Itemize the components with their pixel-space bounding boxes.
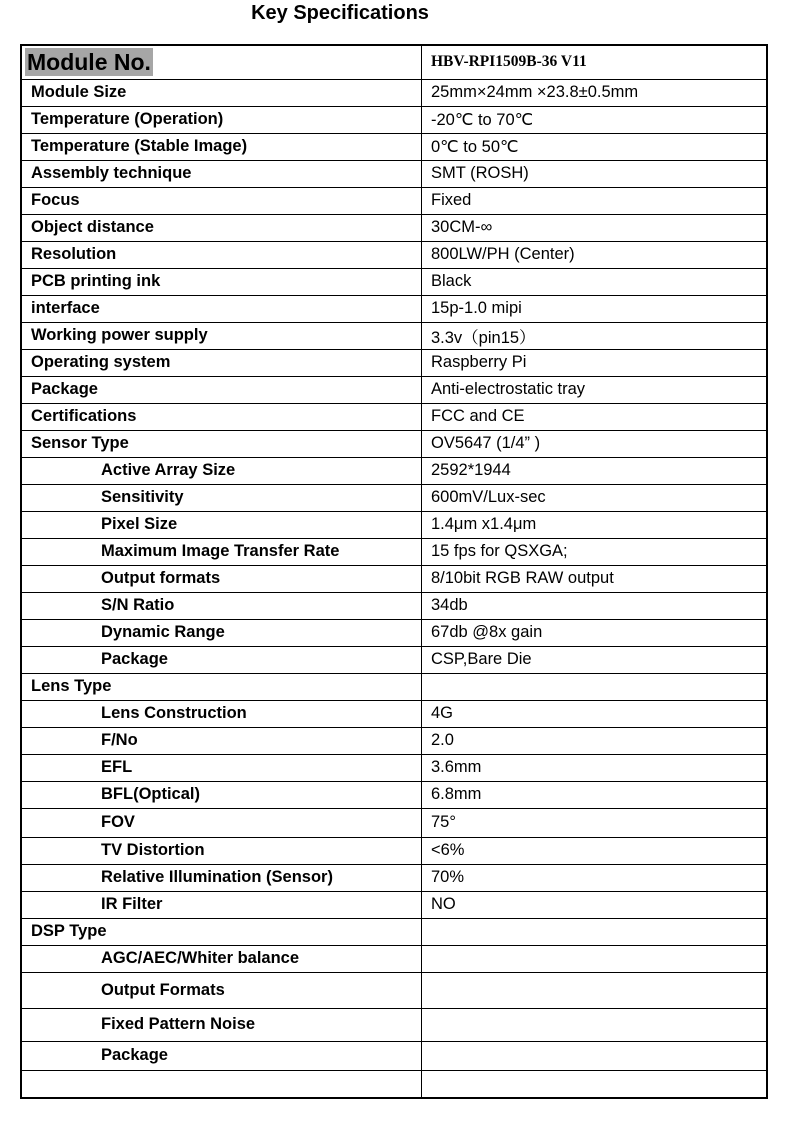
spec-row — [21, 160, 767, 187]
spec-value: 15p-1.0 mipi — [422, 295, 768, 322]
spec-row — [21, 565, 767, 592]
spec-label: Output Formats — [21, 972, 422, 1008]
spec-label: DSP Type — [21, 918, 422, 945]
spec-label: FOV — [21, 808, 422, 837]
spec-label: IR Filter — [21, 891, 422, 918]
spec-value: 1.4μm x1.4μm — [422, 511, 768, 538]
spec-value: <6% — [422, 837, 768, 864]
spec-value: FCC and CE — [422, 403, 768, 430]
spec-value: 2592*1944 — [422, 457, 768, 484]
spec-row — [21, 918, 767, 945]
spec-label: Pixel Size — [21, 511, 422, 538]
spec-label: F/No — [21, 727, 422, 754]
spec-row — [21, 727, 767, 754]
spec-value: 75° — [422, 808, 768, 837]
spec-row — [21, 1070, 767, 1098]
spec-row — [21, 295, 767, 322]
spec-label: Object distance — [21, 214, 422, 241]
spec-value — [422, 1008, 768, 1041]
spec-label: Output formats — [21, 565, 422, 592]
spec-label: TV Distortion — [21, 837, 422, 864]
spec-row — [21, 891, 767, 918]
spec-value: 0℃ to 50℃ — [422, 133, 768, 160]
spec-label: Package — [21, 1041, 422, 1070]
spec-label: PCB printing ink — [21, 268, 422, 295]
spec-label: Focus — [21, 187, 422, 214]
spec-label: Working power supply — [21, 322, 422, 349]
spec-row — [21, 619, 767, 646]
spec-value: Black — [422, 268, 768, 295]
spec-row — [21, 945, 767, 972]
spec-row — [21, 646, 767, 673]
spec-row — [21, 808, 767, 837]
spec-row — [21, 322, 767, 349]
spec-value — [422, 972, 768, 1008]
spec-label: Package — [21, 646, 422, 673]
spec-label: AGC/AEC/Whiter balance — [21, 945, 422, 972]
spec-row — [21, 1041, 767, 1070]
module-row — [21, 45, 767, 79]
spec-value — [422, 1070, 768, 1098]
spec-row — [21, 268, 767, 295]
spec-label: Sensor Type — [21, 430, 422, 457]
spec-table-body — [21, 45, 767, 1098]
spec-value: CSP,Bare Die — [422, 646, 768, 673]
spec-value — [422, 673, 768, 700]
spec-value — [422, 918, 768, 945]
spec-row — [21, 349, 767, 376]
spec-table — [20, 44, 768, 1099]
spec-row — [21, 538, 767, 565]
spec-value: 6.8mm — [422, 781, 768, 808]
spec-value: 70% — [422, 864, 768, 891]
spec-label: interface — [21, 295, 422, 322]
spec-value: 3.3v（pin15） — [422, 322, 768, 349]
spec-value: 67db @8x gain — [422, 619, 768, 646]
spec-label: Resolution — [21, 241, 422, 268]
spec-value: NO — [422, 891, 768, 918]
spec-label: Module Size — [21, 79, 422, 106]
spec-row — [21, 133, 767, 160]
spec-row — [21, 781, 767, 808]
spec-label — [21, 1070, 422, 1098]
spec-value: 25mm×24mm ×23.8±0.5mm — [422, 79, 768, 106]
spec-row — [21, 79, 767, 106]
spec-value: 8/10bit RGB RAW output — [422, 565, 768, 592]
spec-value: Fixed — [422, 187, 768, 214]
spec-row — [21, 972, 767, 1008]
module-label-cell — [21, 45, 422, 79]
spec-label: Temperature (Stable Image) — [21, 133, 422, 160]
spec-value: -20℃ to 70℃ — [422, 106, 768, 133]
spec-row — [21, 430, 767, 457]
spec-label: Lens Construction — [21, 700, 422, 727]
module-label: Module No. — [27, 48, 151, 75]
spec-value — [422, 1041, 768, 1070]
spec-value: 34db — [422, 592, 768, 619]
spec-value: 600mV/Lux-sec — [422, 484, 768, 511]
spec-label: Certifications — [21, 403, 422, 430]
spec-label: EFL — [21, 754, 422, 781]
spec-row — [21, 673, 767, 700]
spec-row — [21, 457, 767, 484]
spec-label: Fixed Pattern Noise — [21, 1008, 422, 1041]
spec-value — [422, 945, 768, 972]
spec-value: Anti-electrostatic tray — [422, 376, 768, 403]
module-value: HBV-RPI1509B-36 V11 — [422, 45, 768, 79]
spec-value: 3.6mm — [422, 754, 768, 781]
spec-label: Sensitivity — [21, 484, 422, 511]
spec-label: Maximum Image Transfer Rate — [21, 538, 422, 565]
spec-row — [21, 511, 767, 538]
spec-value: OV5647 (1/4” ) — [422, 430, 768, 457]
spec-row — [21, 376, 767, 403]
spec-row — [21, 403, 767, 430]
spec-row — [21, 106, 767, 133]
page-title: Key Specifications — [251, 2, 429, 24]
spec-value: 2.0 — [422, 727, 768, 754]
spec-label: Dynamic Range — [21, 619, 422, 646]
spec-label: Temperature (Operation) — [21, 106, 422, 133]
spec-row — [21, 837, 767, 864]
spec-label: Operating system — [21, 349, 422, 376]
spec-label: Assembly technique — [21, 160, 422, 187]
spec-row — [21, 592, 767, 619]
spec-value: 4G — [422, 700, 768, 727]
spec-value: 15 fps for QSXGA; — [422, 538, 768, 565]
spec-row — [21, 187, 767, 214]
spec-row — [21, 241, 767, 268]
spec-label: S/N Ratio — [21, 592, 422, 619]
spec-label: Package — [21, 376, 422, 403]
spec-row — [21, 864, 767, 891]
spec-value: 800LW/PH (Center) — [422, 241, 768, 268]
spec-value: SMT (ROSH) — [422, 160, 768, 187]
spec-value: 30CM-∞ — [422, 214, 768, 241]
spec-row — [21, 484, 767, 511]
spec-row — [21, 1008, 767, 1041]
spec-value: Raspberry Pi — [422, 349, 768, 376]
spec-row — [21, 214, 767, 241]
spec-label: BFL(Optical) — [21, 781, 422, 808]
spec-label: Relative Illumination (Sensor) — [21, 864, 422, 891]
spec-label: Active Array Size — [21, 457, 422, 484]
spec-row — [21, 700, 767, 727]
spec-row — [21, 754, 767, 781]
spec-label: Lens Type — [21, 673, 422, 700]
